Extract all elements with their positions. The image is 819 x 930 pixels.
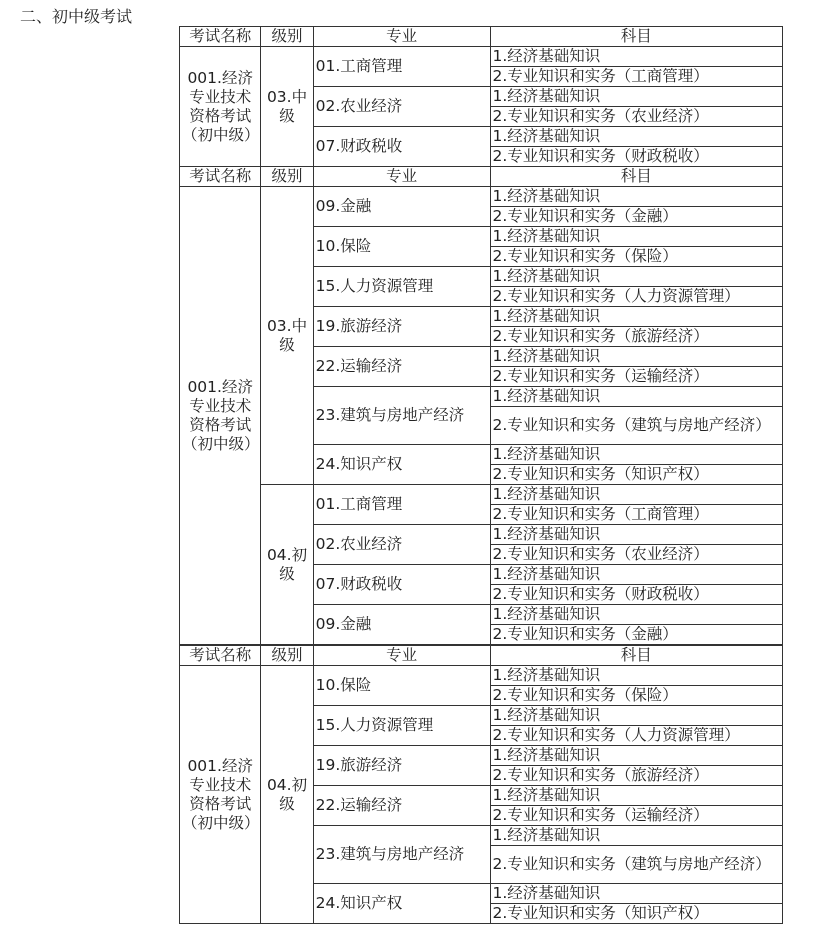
major-cell: 19.旅游经济 — [313, 307, 490, 347]
subject-cell: 1.经济基础知识 — [490, 347, 782, 367]
header-exam-name: 考试名称 — [180, 646, 261, 666]
major-cell: 02.农业经济 — [313, 525, 490, 565]
header-row — [180, 646, 783, 666]
major-cell: 15.人力资源管理 — [313, 706, 490, 746]
subject-cell: 2.专业知识和实务（财政税收） — [490, 585, 782, 605]
subject-cell: 2.专业知识和实务（保险） — [490, 686, 782, 706]
major-cell: 02.农业经济 — [313, 87, 490, 127]
subject-cell: 2.专业知识和实务（建筑与房地产经济） — [490, 846, 782, 884]
header-exam-name: 考试名称 — [180, 167, 261, 187]
subject-cell: 2.专业知识和实务（工商管理） — [490, 67, 782, 87]
subject-cell: 2.专业知识和实务（运输经济） — [490, 367, 782, 387]
major-cell: 07.财政税收 — [313, 127, 490, 167]
subject-cell: 1.经济基础知识 — [490, 445, 782, 465]
subject-cell: 1.经济基础知识 — [490, 47, 782, 67]
subject-cell: 2.专业知识和实务（保险） — [490, 247, 782, 267]
subject-cell: 1.经济基础知识 — [490, 706, 782, 726]
major-cell: 23.建筑与房地产经济 — [313, 387, 490, 445]
exam-table-block-2 — [179, 166, 783, 645]
level-cell: 04.初级 — [261, 485, 313, 645]
major-cell: 24.知识产权 — [313, 884, 490, 924]
section-heading: 二、初中级考试 — [20, 7, 133, 26]
subject-cell: 1.经济基础知识 — [490, 826, 782, 846]
subject-cell: 1.经济基础知识 — [490, 485, 782, 505]
exam-name-cell: 001.经济专业技术资格考试（初中级） — [180, 47, 261, 167]
subject-cell: 2.专业知识和实务（运输经济） — [490, 806, 782, 826]
subject-cell: 1.经济基础知识 — [490, 127, 782, 147]
table-row — [180, 187, 783, 207]
major-cell: 10.保险 — [313, 227, 490, 267]
subject-cell: 2.专业知识和实务（旅游经济） — [490, 327, 782, 347]
subject-cell: 2.专业知识和实务（财政税收） — [490, 147, 782, 167]
subject-cell: 2.专业知识和实务（人力资源管理） — [490, 726, 782, 746]
header-row — [180, 167, 783, 187]
header-major: 专业 — [313, 646, 490, 666]
table-row — [180, 485, 783, 505]
major-cell: 01.工商管理 — [313, 47, 490, 87]
exam-table-block-3 — [179, 645, 783, 924]
header-level: 级别 — [261, 167, 313, 187]
header-level: 级别 — [261, 27, 313, 47]
major-cell: 22.运输经济 — [313, 347, 490, 387]
table-row — [180, 47, 783, 67]
subject-cell: 2.专业知识和实务（工商管理） — [490, 505, 782, 525]
major-cell: 22.运输经济 — [313, 786, 490, 826]
subject-cell: 2.专业知识和实务（旅游经济） — [490, 766, 782, 786]
subject-cell: 1.经济基础知识 — [490, 525, 782, 545]
major-cell: 24.知识产权 — [313, 445, 490, 485]
subject-cell: 2.专业知识和实务（建筑与房地产经济） — [490, 407, 782, 445]
subject-cell: 1.经济基础知识 — [490, 227, 782, 247]
major-cell: 09.金融 — [313, 605, 490, 645]
major-cell: 15.人力资源管理 — [313, 267, 490, 307]
subject-cell: 2.专业知识和实务（农业经济） — [490, 545, 782, 565]
subject-cell: 2.专业知识和实务（农业经济） — [490, 107, 782, 127]
table-row — [180, 666, 783, 686]
subject-cell: 1.经济基础知识 — [490, 387, 782, 407]
major-cell: 09.金融 — [313, 187, 490, 227]
subject-cell: 1.经济基础知识 — [490, 267, 782, 287]
major-cell: 01.工商管理 — [313, 485, 490, 525]
subject-cell: 1.经济基础知识 — [490, 605, 782, 625]
subject-cell: 2.专业知识和实务（金融） — [490, 625, 782, 645]
subject-cell: 1.经济基础知识 — [490, 87, 782, 107]
exam-name-cell: 001.经济专业技术资格考试（初中级） — [180, 187, 261, 645]
header-major: 专业 — [313, 27, 490, 47]
subject-cell: 1.经济基础知识 — [490, 565, 782, 585]
subject-cell: 1.经济基础知识 — [490, 746, 782, 766]
subject-cell: 1.经济基础知识 — [490, 884, 782, 904]
header-subject: 科目 — [490, 646, 782, 666]
header-major: 专业 — [313, 167, 490, 187]
major-cell: 19.旅游经济 — [313, 746, 490, 786]
subject-cell: 2.专业知识和实务（金融） — [490, 207, 782, 227]
subject-cell: 1.经济基础知识 — [490, 307, 782, 327]
level-cell: 03.中级 — [261, 47, 313, 167]
header-row — [180, 27, 783, 47]
exam-table-block-1 — [179, 26, 783, 167]
subject-cell: 1.经济基础知识 — [490, 786, 782, 806]
header-level: 级别 — [261, 646, 313, 666]
subject-cell: 2.专业知识和实务（知识产权） — [490, 904, 782, 924]
header-subject: 科目 — [490, 167, 782, 187]
header-exam-name: 考试名称 — [180, 27, 261, 47]
level-cell: 04.初级 — [261, 666, 313, 924]
exam-name-cell: 001.经济专业技术资格考试（初中级） — [180, 666, 261, 924]
subject-cell: 2.专业知识和实务（知识产权） — [490, 465, 782, 485]
subject-cell: 1.经济基础知识 — [490, 666, 782, 686]
major-cell: 10.保险 — [313, 666, 490, 706]
header-subject: 科目 — [490, 27, 782, 47]
level-cell: 03.中级 — [261, 187, 313, 485]
subject-cell: 2.专业知识和实务（人力资源管理） — [490, 287, 782, 307]
subject-cell: 1.经济基础知识 — [490, 187, 782, 207]
major-cell: 07.财政税收 — [313, 565, 490, 605]
major-cell: 23.建筑与房地产经济 — [313, 826, 490, 884]
